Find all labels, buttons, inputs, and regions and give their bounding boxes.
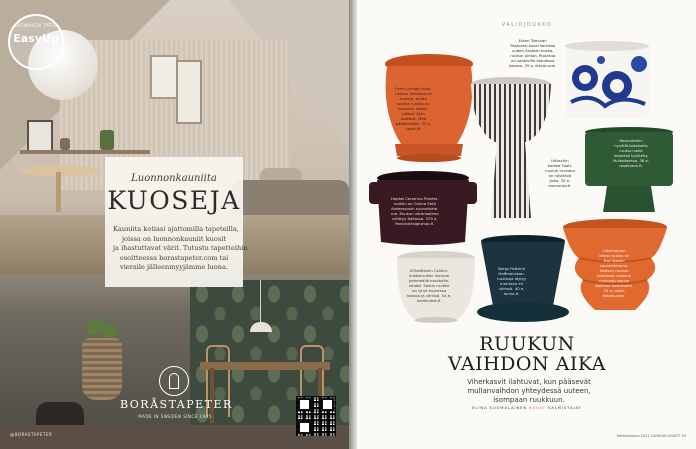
editorial-page <box>357 0 696 449</box>
caption-line: ruukun mukana <box>545 168 575 173</box>
byline-role-accent: KUVAT <box>529 406 546 410</box>
caption-line: suunnittelema. <box>599 263 629 268</box>
caption-striped-pedestal <box>545 158 575 188</box>
ad-body <box>113 225 248 273</box>
caption-line: Multaiteessa. 38 e, <box>613 158 650 163</box>
caption-line: Anderssonin suunnittele- <box>391 206 439 211</box>
caption-line: ruukku on Carina Seth <box>393 201 436 206</box>
caption-line: Lokomalaon <box>602 248 626 253</box>
caption-line: Hoptat Ceramics Planter- <box>391 196 439 201</box>
caption-line: &Traditionin Collect- <box>409 268 449 273</box>
caption-line: Pastorasi-kuosi koristaa <box>510 43 556 48</box>
caption-line: ruukkuja löytyy <box>497 276 527 281</box>
qr-corner <box>298 398 311 411</box>
ad-body-line: joissa on luonnonkauniit kuosit <box>121 234 226 243</box>
ad-body-line: Kauniita kotiasi ajattomilla tapeteilla, <box>113 225 239 233</box>
pot-striped-pedestal <box>469 76 553 222</box>
caption-line: nordicnest.fi. <box>416 298 442 303</box>
table-leg <box>56 172 61 212</box>
caption-line: Esteri Tomulan <box>518 38 547 43</box>
caption-line: sijaitsee kokeeseen. <box>595 283 634 288</box>
caption-line: ma. Ruukun värimaailma <box>391 211 439 216</box>
ad-pretitle: Luonnonkauniita <box>131 173 217 184</box>
caption-line: monessa eri <box>500 281 524 286</box>
caption-line: on näyttävä <box>548 173 572 178</box>
page-folio: Meillakotona 2021 DUMEAN AIVATT 29 <box>616 434 686 438</box>
caption-line: ruukusta sopiva <box>599 278 630 283</box>
caption-line: ruukun pintaa. Ruukkua <box>510 53 556 58</box>
caption-line: sopiva ruukku on <box>397 101 430 106</box>
brand-tagline: MADE IN SWEDEN SINCE 1905 <box>138 414 212 419</box>
caption-line: värissä. 40 e, <box>498 286 525 291</box>
caption-line: ruukuu sekä <box>619 148 643 153</box>
ad-title: KUOSEJA <box>107 186 241 215</box>
caption-line: finnishdesignshop.fi. <box>395 221 435 226</box>
shelf-plant <box>100 130 114 150</box>
ad-body-line: vieraile jälleenmyyjämme luona. <box>119 263 229 272</box>
caption-line: kaunistu vedon- <box>398 106 429 111</box>
headline-line: RUUKUN <box>479 333 575 355</box>
caption-line: cocoll.fi. <box>405 126 422 131</box>
pot-blue-pattern <box>561 40 653 122</box>
caption-line: teknia.com. <box>602 293 626 298</box>
shelf-vase <box>60 138 70 150</box>
caption-burgundy <box>391 196 439 226</box>
caption-line: Ferm Livingin Alda- <box>395 86 432 91</box>
caption-line: rosekrans.fi. <box>619 163 643 168</box>
caption-line: koossa. 35 e, iittala.com. <box>509 63 557 68</box>
caption-line: Rosendahlin <box>619 138 643 143</box>
caption-line: pitävä. Ajan <box>402 111 425 116</box>
caption-line: välittyy Italiassa. 379 e, <box>392 216 438 221</box>
caption-line: koossa ja värissä. 54 e, <box>407 293 452 298</box>
caption-line: lehdet. Selbin ruukku <box>408 283 450 288</box>
caption-blue-pattern <box>509 38 557 68</box>
pendant-cord <box>260 280 261 322</box>
ad-body-line: osoitteessa borastapeter.com tai <box>119 253 229 262</box>
caption-line: korkea Footi- <box>547 163 573 168</box>
byline-role: VALMISTAJAT <box>548 406 582 410</box>
caption-line: kestävä. Mitä <box>400 116 427 121</box>
brand-logo-icon <box>159 366 189 396</box>
lede-line: mullanvaihdon yhteydessä uuteen, <box>467 387 591 395</box>
framed-picture <box>27 120 53 152</box>
lede-line: Viherkasvit ilahtuvat, kun pääsevät <box>467 378 591 386</box>
qr-code[interactable] <box>296 396 336 436</box>
caption-line: pehmeällä muotoilla- <box>409 278 450 283</box>
caption-cream <box>407 268 451 303</box>
badge-brand-text: EasyUp <box>13 32 59 45</box>
caption-line: pääkäyttöön, 25 e, <box>395 121 432 126</box>
caption-terracotta-ribbed <box>595 248 633 298</box>
badge-small-text: KOTIMAISTA TYÖTÄ <box>14 23 58 28</box>
caption-line: ruukun uhkeissa on <box>395 91 432 96</box>
caption-line: ulkoa ruukku on <box>598 253 630 258</box>
caption-line: kukkaruukku horneal <box>409 273 450 278</box>
caption-line: Eva Sjostin <box>603 258 625 263</box>
caption-green <box>613 138 649 168</box>
social-handle: @BORASTAPETER <box>10 432 53 437</box>
ad-body-line: ja ihastuttavat värit. Tutustu tapetteihin <box>113 244 248 253</box>
ad-text-box <box>105 157 248 287</box>
byline-author: ELINA SUOMALAINEN <box>472 406 528 410</box>
caption-line: on lyhyt moneesa <box>412 288 447 293</box>
caption-terracotta-round <box>395 86 432 131</box>
caption-line: momento.fi. <box>548 183 572 188</box>
headline-line: VAIHDON AIKA <box>447 353 607 375</box>
caption-line: kauniisti tyylitelty <box>614 153 648 158</box>
caption-line: muhea, mutta <box>399 96 427 101</box>
caption-line: uuden Arabian kukka- <box>511 48 554 53</box>
caption-line: on saatavilla kahdessa <box>511 58 555 63</box>
article-lede <box>429 378 629 405</box>
caption-line: lanna.fi. <box>503 291 520 296</box>
wall-shelf <box>20 150 150 154</box>
caption-line: jalka. 35 e, <box>549 178 571 183</box>
section-label: VALIOJOUKKO <box>501 22 553 28</box>
skylight-window <box>150 55 178 99</box>
qr-corner <box>298 421 311 434</box>
caption-line: Hoffmanskan- <box>498 271 525 276</box>
woven-basket <box>82 338 122 400</box>
article-byline <box>427 406 627 410</box>
page-gutter <box>349 0 357 449</box>
caption-line: Hübschin <box>551 158 569 163</box>
caption-navy <box>497 266 526 296</box>
easyup-badge <box>8 14 64 70</box>
window <box>176 60 202 124</box>
qr-corner <box>321 398 334 411</box>
caption-line: Bergs Potterin <box>498 266 526 271</box>
dining-table <box>200 362 330 370</box>
caption-line: Hodsan ruukun <box>599 268 629 273</box>
caption-line: taiteessa ruukuun <box>597 273 632 278</box>
lede-line: isompaan ruukkuun. <box>493 396 565 404</box>
article-headline <box>397 334 657 374</box>
caption-line: 54 e, lokoh <box>603 288 625 293</box>
brand-name: BORÅSTAPETER <box>120 398 233 411</box>
caption-line: hyvällä kokoisella <box>614 143 648 148</box>
